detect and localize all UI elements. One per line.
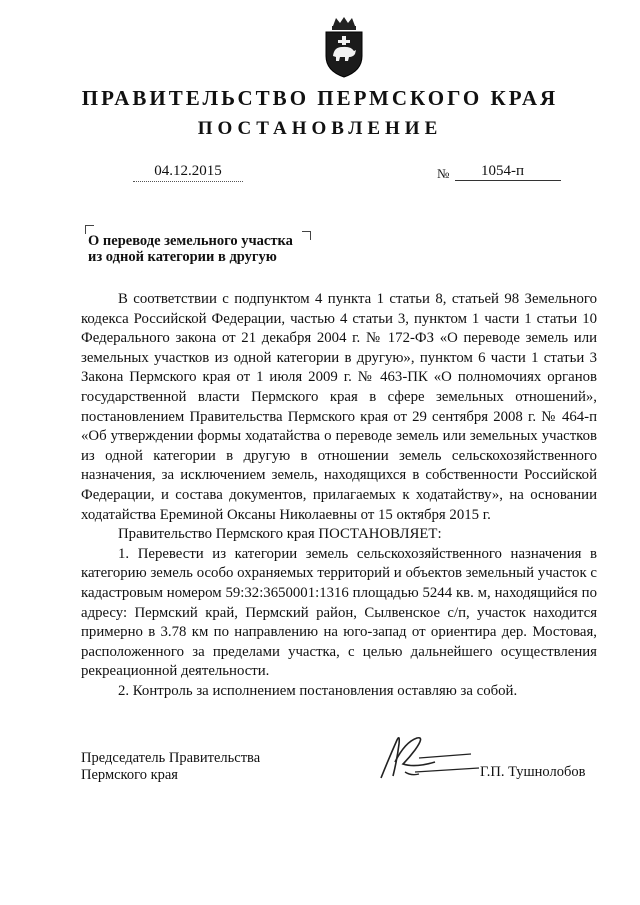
position-line-2: Пермского края [81,767,178,783]
document-body [81,290,597,701]
document-number: 1054-п [455,163,561,181]
signatory-position [81,750,260,784]
subject-corner-right [302,231,311,240]
paragraph-resolves: Правительство Пермского края ПОСТАНОВЛЯЕТ: [118,526,442,543]
paragraph-preamble: В соответствии с подпунктом 4 пункта 1 статьи 8, статьей 98 Земельного кодекса Российской Федерации, частью 4 статьи 3, пунктом 1 части 1 статьи 10 Федерального закона от 21 декабря 2004 г. № 172-ФЗ «О переводе земель или земельных участков из одной категории в другую», пунктом 6 части 1 статьи 3 Закона Пермского края от 1 июля 2009 г. № 463-ПК «О полномочиях органов государственной власти Пермского края в сфере земельных отношений», постановлением Правительства Пермского края от 29 сентября 2008 г. № 464-п «Об утверждении формы ходатайства о переводе земель или земельных участков из одной категории в другую в отношении земель сельскохозяйственного назначения, за исключением земель, находящихся в собственности Российской Федерации, и состава документов, прилагаемых к ходатайству», на основании ходатайства Ереминой Оксаны Николаевны от 15 октября 2015 г. [81,291,597,523]
signatory-name: Г.П. Тушнолобов [480,764,586,780]
number-sign: № [437,166,450,181]
signature-icon [375,728,485,786]
subject-line-1: О переводе земельного участка [88,233,293,249]
position-line-1: Председатель Правительства [81,750,261,766]
paragraph-item-1: 1. Перевести из категории земель сельскохозяйственного назначения в категорию земель особо охраняемых территорий и объектов земельный участок с кадастровым номером 59:32:3650001:1316 площадью 5244 кв. м, находящийся по адресу: Пермский край, Пермский район, Сылвенское с/п, участок находится примерно в 3.78 км по направлению на юго-запад от ориентира дер. Мостовая, расположенного за пределами участка, с целью дальнейшего осуществления рекреационной деятельности. [81,545,597,680]
subject-line-2: из одной категории в другую [88,249,277,265]
paragraph-item-2: 2. Контроль за исполнением постановления оставляю за собой. [118,682,518,699]
document-date: 04.12.2015 [133,163,243,182]
coat-of-arms-icon [322,16,366,78]
government-title: ПРАВИТЕЛЬСТВО ПЕРМСКОГО КРАЯ [81,86,559,110]
document-type: ПОСТАНОВЛЕНИЕ [197,118,443,139]
subject-block [88,233,293,265]
